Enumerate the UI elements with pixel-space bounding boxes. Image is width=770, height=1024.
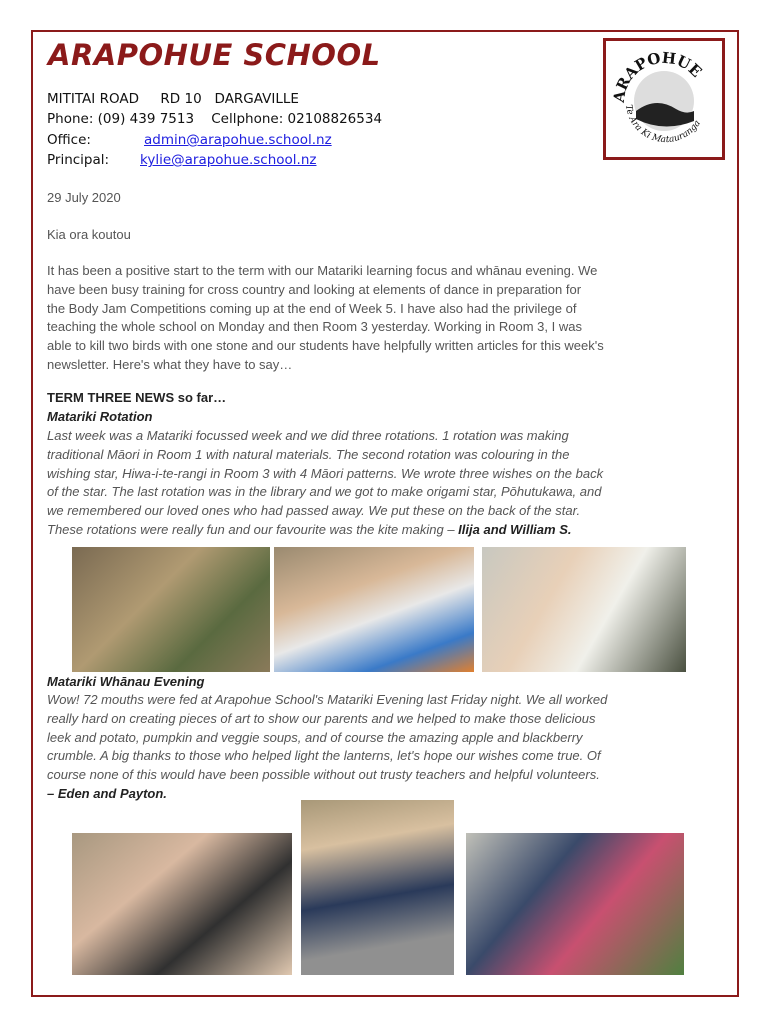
date: 29 July 2020: [47, 190, 121, 205]
address: MITITAI ROAD RD 10 DARGAVILLE: [47, 91, 299, 107]
svg-text:Te Ara Ki Matauranga: Te Ara Ki Matauranga: [622, 103, 703, 146]
evening-authors: – Eden and Payton.: [47, 785, 167, 801]
rotation-paragraph: Last week was a Matariki focussed week and we did three rotations. 1 rotation was making traditional Māori in Room 1 with natural materials. The second rotation was colouring in the wishing star, Hiwa-i-te-rangi in Room 3 with 4 Māori patterns. We wrote three wishes on the back of the star. The last rotation was in the library and we got to make origami star, Pōhutukawa, and we remembered our loved ones who had passed away. We put these on the back of the star. These rotations were really fun and our favourite was the kite making – Ilija and William S.: [47, 428, 604, 537]
greeting: Kia ora koutou: [47, 227, 131, 242]
photo-weaving: [72, 547, 270, 672]
principal-email-link[interactable]: kylie@arapohue.school.nz: [140, 152, 317, 168]
photo-crumble-making: [72, 833, 292, 975]
office-email-link[interactable]: admin@arapohue.school.nz: [144, 132, 332, 148]
evening-heading: Matariki Whānau Evening: [47, 674, 205, 689]
svg-text:ARAPOHUE: ARAPOHUE: [609, 48, 706, 104]
office-line: [47, 132, 332, 148]
principal-line: [47, 152, 317, 168]
rotation-authors: Ilija and William S.: [458, 521, 572, 537]
phone: Phone: (09) 439 7513 Cellphone: 02108826534: [47, 111, 383, 127]
school-name: ARAPOHUE SCHOOL: [48, 38, 381, 72]
section-heading: TERM THREE NEWS so far…: [47, 390, 227, 405]
intro-paragraph: It has been a positive start to the term with our Matariki learning focus and whānau evening. We have been busy training for cross country and looking at elements of dance in preparation for the Body Jam Competitions coming up at the end of Week 5. I have also had the privilege of teaching the whole school on Monday and then Room 3 yesterday. Working in Room 3, I was able to kill two birds with one stone and our students have helpfully written articles for this week's newsletter. Here's what they have to say…: [47, 263, 604, 372]
photo-soup-making: [301, 800, 454, 975]
principal-label: Principal:: [47, 152, 110, 168]
rotation-heading: Matariki Rotation: [47, 409, 153, 424]
photo-origami-stars: [274, 547, 474, 672]
photo-colouring-star: [482, 547, 686, 672]
school-logo: [603, 38, 725, 160]
office-label: Office:: [47, 132, 91, 148]
evening-paragraph: Wow! 72 mouths were fed at Arapohue School's Matariki Evening last Friday night. We all worked really hard on creating pieces of art to show our parents and we helped to make those delicious leek and potato, pumpkin and veggie soups, and of course the amazing apple and blackberry crumble. A big thanks to those who helped light the lanterns, let's hope our wishes come true. Of course none of this would have been possible without out trusty teachers and helpful volunteers. – Eden and Payton.: [47, 691, 607, 804]
photo-cooking: [466, 833, 684, 975]
